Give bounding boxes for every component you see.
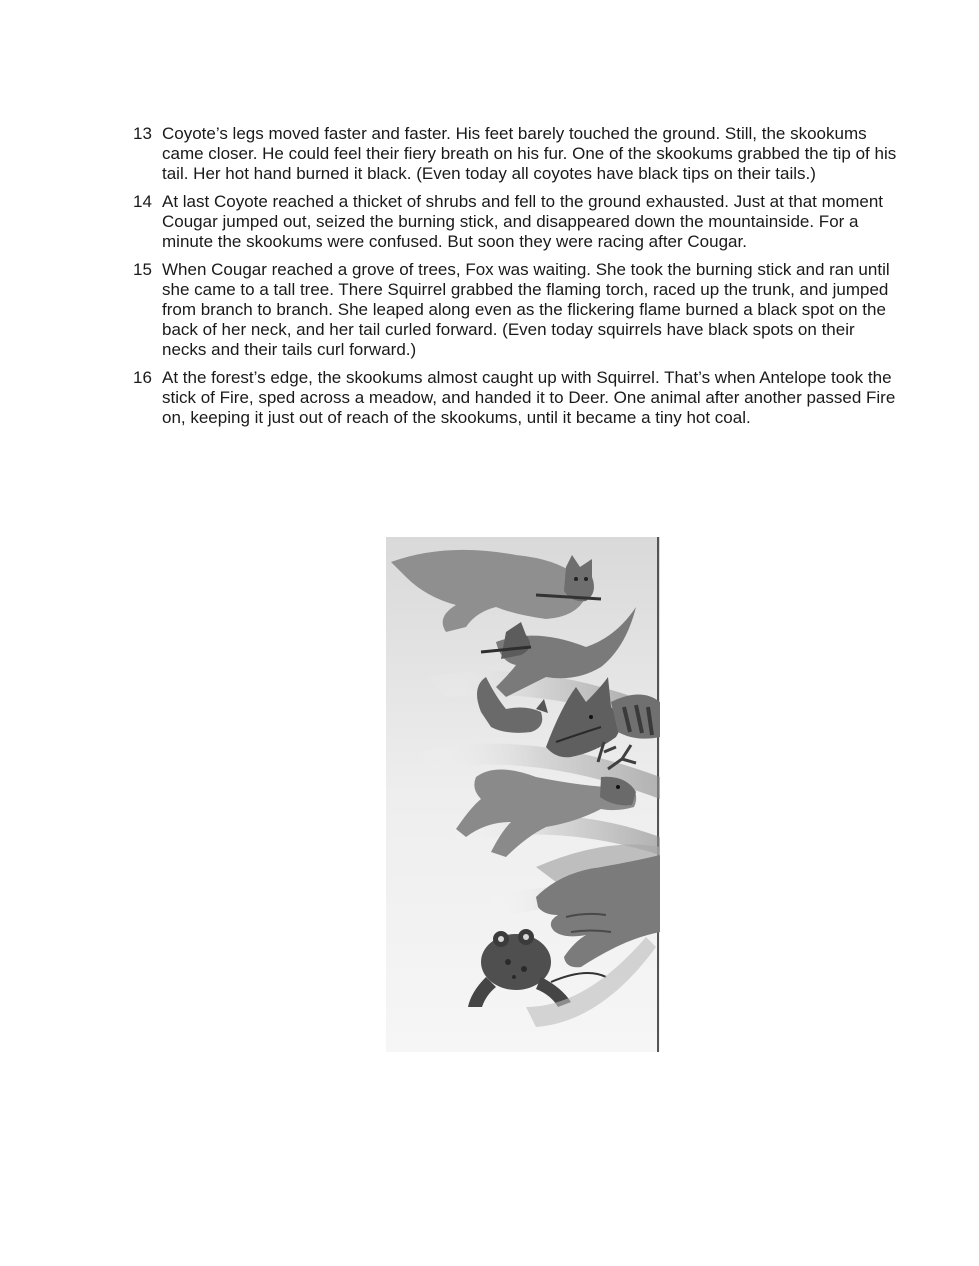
paragraph-text: When Cougar reached a grove of trees, Fox was waiting. She took the burning stick and ran until she came to a tall tree. There Squirrel grabbed the flaming torch, raced up the trunk, and jumped from branch to branch. She leaped along even as the flickering flame burned a black spot on the back of her neck, and her tail curled forward. (Even today squirrels have black spots on their necks and their tails curl forward.)	[162, 260, 890, 359]
paragraph-13	[133, 124, 903, 184]
paragraph-number: 13	[133, 124, 152, 143]
paragraph-text: At last Coyote reached a thicket of shrubs and fell to the ground exhausted. Just at that moment Cougar jumped out, seized the burning stick, and disappeared down the mountainside. For a minute the skookums were confused. But soon they were racing after Cougar.	[162, 192, 884, 251]
paragraph-text: Coyote’s legs moved faster and faster. His feet barely touched the ground. Still, the skookums came closer. He could feel their fiery breath on his fur. One of the skookums grabbed the tip of his tail. Her hot hand burned it black. (Even today all coyotes have black tips on their tails.)	[162, 124, 897, 183]
paragraph-text: At the forest’s edge, the skookums almost caught up with Squirrel. That’s when Antelope took the stick of Fire, sped across a meadow, and handed it to Deer. One animal after another passed Fire on, keeping it just out of reach of the skookums, until it became a tiny hot coal.	[162, 368, 896, 427]
paragraph-number: 14	[133, 192, 152, 211]
story-passage	[133, 124, 903, 436]
paragraph-number: 15	[133, 260, 152, 279]
paragraph-15	[133, 260, 903, 360]
paragraph-16	[133, 368, 903, 428]
paragraph-number: 16	[133, 368, 152, 387]
story-illustration	[386, 537, 660, 1052]
paragraph-14	[133, 192, 903, 252]
